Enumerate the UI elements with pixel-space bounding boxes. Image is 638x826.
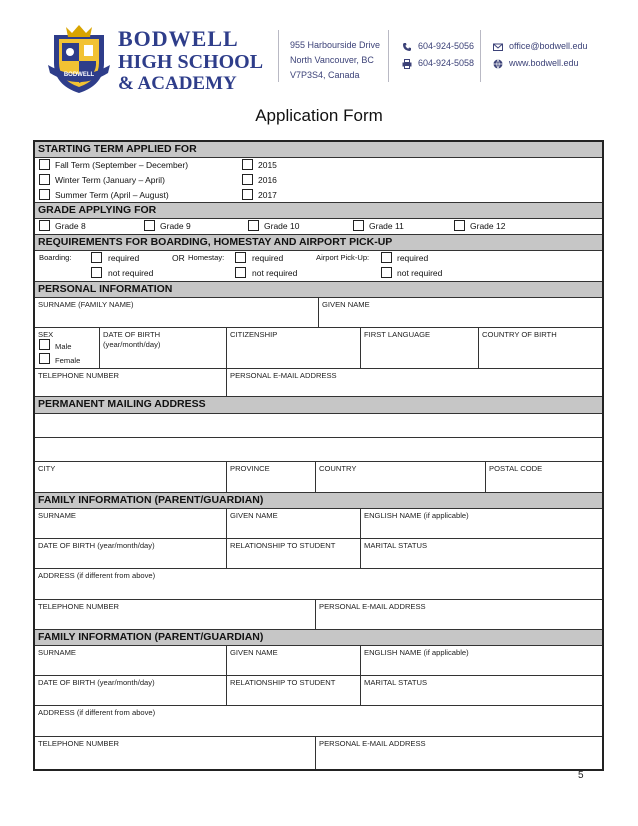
family1-english-name-label: ENGLISH NAME (if applicable) [364,511,469,520]
checkbox-grade-11[interactable] [353,220,364,231]
family1-given-name-label: GIVEN NAME [230,511,278,520]
summer-term-label: Summer Term (April – August) [55,190,169,200]
country-of-birth-label: COUNTRY OF BIRTH [482,330,557,339]
grade-10-label: Grade 10 [264,221,300,231]
school-address [290,38,380,83]
checkbox-year-2016[interactable] [242,174,253,185]
globe-icon [493,59,503,69]
family2-email-field[interactable] [316,737,602,769]
checkbox-grade-9[interactable] [144,220,155,231]
family2-relationship-label: RELATIONSHIP TO STUDENT [230,678,336,687]
winter-term-label: Winter Term (January – April) [55,175,165,185]
family2-surname-field[interactable] [35,646,227,675]
grade-8-label: Grade 8 [55,221,86,231]
family1-relationship-label: RELATIONSHIP TO STUDENT [230,541,336,550]
phone-number[interactable]: 604-924-5056 [418,41,475,51]
section-heading-requirements: REQUIREMENTS FOR BOARDING, HOMESTAY AND AIRPORT PICK-UP [35,235,602,251]
boarding-label: Boarding: [39,253,72,262]
family1-surname-label: SURNAME [38,511,76,520]
family2-english-name-label: ENGLISH NAME (if applicable) [364,648,469,657]
family2-given-name-label: GIVEN NAME [230,648,278,657]
logo-line-1: BODWELL [118,26,239,51]
pickup-not-required-label: not required [397,268,443,278]
fall-term-label: Fall Term (September – December) [55,160,189,170]
logo-line-2: HIGH SCHOOL [118,51,264,73]
crest-icon [46,25,112,95]
family1-given-name-field[interactable] [227,509,361,538]
year-2016-label: 2016 [258,175,277,185]
given-name-label: GIVEN NAME [322,300,370,309]
sex-label: SEX [38,330,54,339]
male-label: Male [55,342,72,351]
country-field[interactable] [316,462,486,492]
family1-address-label: ADDRESS (if different from above) [38,571,156,580]
city-label: CITY [38,464,56,473]
family2-surname-label: SURNAME [38,648,76,657]
checkbox-grade-10[interactable] [248,220,259,231]
grade-11-label: Grade 11 [369,221,404,231]
section-heading-starting-term: STARTING TERM APPLIED FOR [35,142,602,158]
fax-number[interactable]: 604-924-5058 [418,58,475,68]
family2-address-label: ADDRESS (if different from above) [38,708,156,717]
grade-9-label: Grade 9 [160,221,191,231]
phone-icon [402,42,412,52]
airport-pickup-label: Airport Pick-Up: [316,253,370,262]
website-link[interactable]: www.bodwell.edu [509,58,579,68]
family1-english-name-field[interactable] [361,509,602,538]
city-field[interactable] [35,462,227,492]
personal-email-field[interactable] [227,369,602,396]
telephone-label: TELEPHONE NUMBER [38,371,120,380]
first-language-field[interactable] [361,328,479,368]
family1-marital-status-label: MARITAL STATUS [364,541,428,550]
email-icon [493,42,503,52]
postal-code-field[interactable] [486,462,602,492]
year-2017-label: 2017 [258,190,277,200]
family1-email-field[interactable] [316,600,602,629]
checkbox-year-2015[interactable] [242,159,253,170]
checkbox-female[interactable] [39,353,50,364]
section-heading-family-2: FAMILY INFORMATION (PARENT/GUARDIAN) [35,630,602,646]
family2-dob-field[interactable] [35,676,227,705]
family2-address-field[interactable] [35,706,602,736]
postal-code-label: POSTAL CODE [489,464,543,473]
checkbox-grade-8[interactable] [39,220,50,231]
checkbox-winter-term[interactable] [39,174,50,185]
country-label: COUNTRY [319,464,357,473]
email-address[interactable]: office@bodwell.edu [509,41,588,51]
grade-12-label: Grade 12 [470,221,506,231]
header-divider [278,30,279,82]
family1-address-field[interactable] [35,569,602,599]
checkbox-summer-term[interactable] [39,189,50,200]
crest-banner-text: BODWELL [63,72,95,78]
family1-email-label: PERSONAL E-MAIL ADDRESS [319,602,426,611]
family1-marital-status-field[interactable] [361,539,602,568]
checkbox-fall-term[interactable] [39,159,50,170]
first-language-label: FIRST LANGUAGE [364,330,431,339]
checkbox-boarding-not-required[interactable] [91,267,102,278]
surname-field[interactable] [35,298,319,327]
year-2015-label: 2015 [258,160,277,170]
checkbox-pickup-required[interactable] [381,252,392,263]
checkbox-male[interactable] [39,339,50,350]
section-heading-mailing: PERMANENT MAILING ADDRESS [35,397,602,414]
family2-telephone-label: TELEPHONE NUMBER [38,739,120,748]
family1-dob-field[interactable] [35,539,227,568]
checkbox-boarding-required[interactable] [91,252,102,263]
family2-english-name-field[interactable] [361,646,602,675]
checkbox-year-2017[interactable] [242,189,253,200]
address-line-1: 955 Harbourside Drive [290,40,381,50]
family1-telephone-label: TELEPHONE NUMBER [38,602,120,611]
sex-field [35,328,100,368]
address-line-3: V7P3S4, Canada [290,70,360,80]
boarding-not-required-label: not required [108,268,154,278]
date-of-birth-field[interactable] [100,328,227,368]
address-line-2: North Vancouver, BC [290,55,374,65]
family1-relationship-field[interactable] [227,539,361,568]
phone-contacts [402,38,474,72]
surname-label: SURNAME (FAMILY NAME) [38,300,134,309]
family2-marital-status-field[interactable] [361,676,602,705]
family2-given-name-field[interactable] [227,646,361,675]
family1-surname-field[interactable] [35,509,227,538]
female-label: Female [55,356,81,365]
checkbox-grade-12[interactable] [454,220,465,231]
header-divider [480,30,481,82]
family2-relationship-field[interactable] [227,676,361,705]
checkbox-homestay-not-required[interactable] [235,267,246,278]
checkbox-homestay-required[interactable] [235,252,246,263]
given-name-field[interactable] [319,298,602,327]
homestay-not-required-label: not required [252,268,298,278]
citizenship-field[interactable] [227,328,361,368]
family2-email-label: PERSONAL E-MAIL ADDRESS [319,739,426,748]
header-divider [388,30,389,82]
or-label: OR [172,253,185,263]
application-form [33,140,604,771]
telephone-field[interactable] [35,369,227,396]
family1-telephone-field[interactable] [35,600,316,629]
mailing-address-line-2[interactable] [35,438,602,461]
citizenship-label: CITIZENSHIP [230,330,278,339]
homestay-required-label: required [252,253,284,263]
country-of-birth-field[interactable] [479,328,602,368]
section-heading-personal: PERSONAL INFORMATION [35,282,602,298]
family2-dob-label: DATE OF BIRTH (year/month/day) [38,678,155,687]
province-label: PROVINCE [230,464,270,473]
mailing-address-line-1[interactable] [35,414,602,437]
section-heading-family-1: FAMILY INFORMATION (PARENT/GUARDIAN) [35,493,602,509]
homestay-label: Homestay: [188,253,225,262]
fax-icon [402,59,412,69]
checkbox-pickup-not-required[interactable] [381,267,392,278]
family2-telephone-field[interactable] [35,737,316,769]
boarding-required-label: required [108,253,140,263]
province-field[interactable] [227,462,316,492]
family2-marital-status-label: MARITAL STATUS [364,678,428,687]
section-heading-grade: GRADE APPLYING FOR [35,203,602,219]
dob-label: DATE OF BIRTH [103,330,161,339]
page-title: Application Form [255,106,383,125]
pickup-required-label: required [397,253,429,263]
personal-email-label: PERSONAL E-MAIL ADDRESS [230,371,337,380]
dob-format-label: (year/month/day) [103,340,161,349]
logo-line-3: & ACADEMY [118,73,237,94]
page-number: 5 [578,770,584,781]
online-contacts [493,38,588,72]
family1-dob-label: DATE OF BIRTH (year/month/day) [38,541,155,550]
